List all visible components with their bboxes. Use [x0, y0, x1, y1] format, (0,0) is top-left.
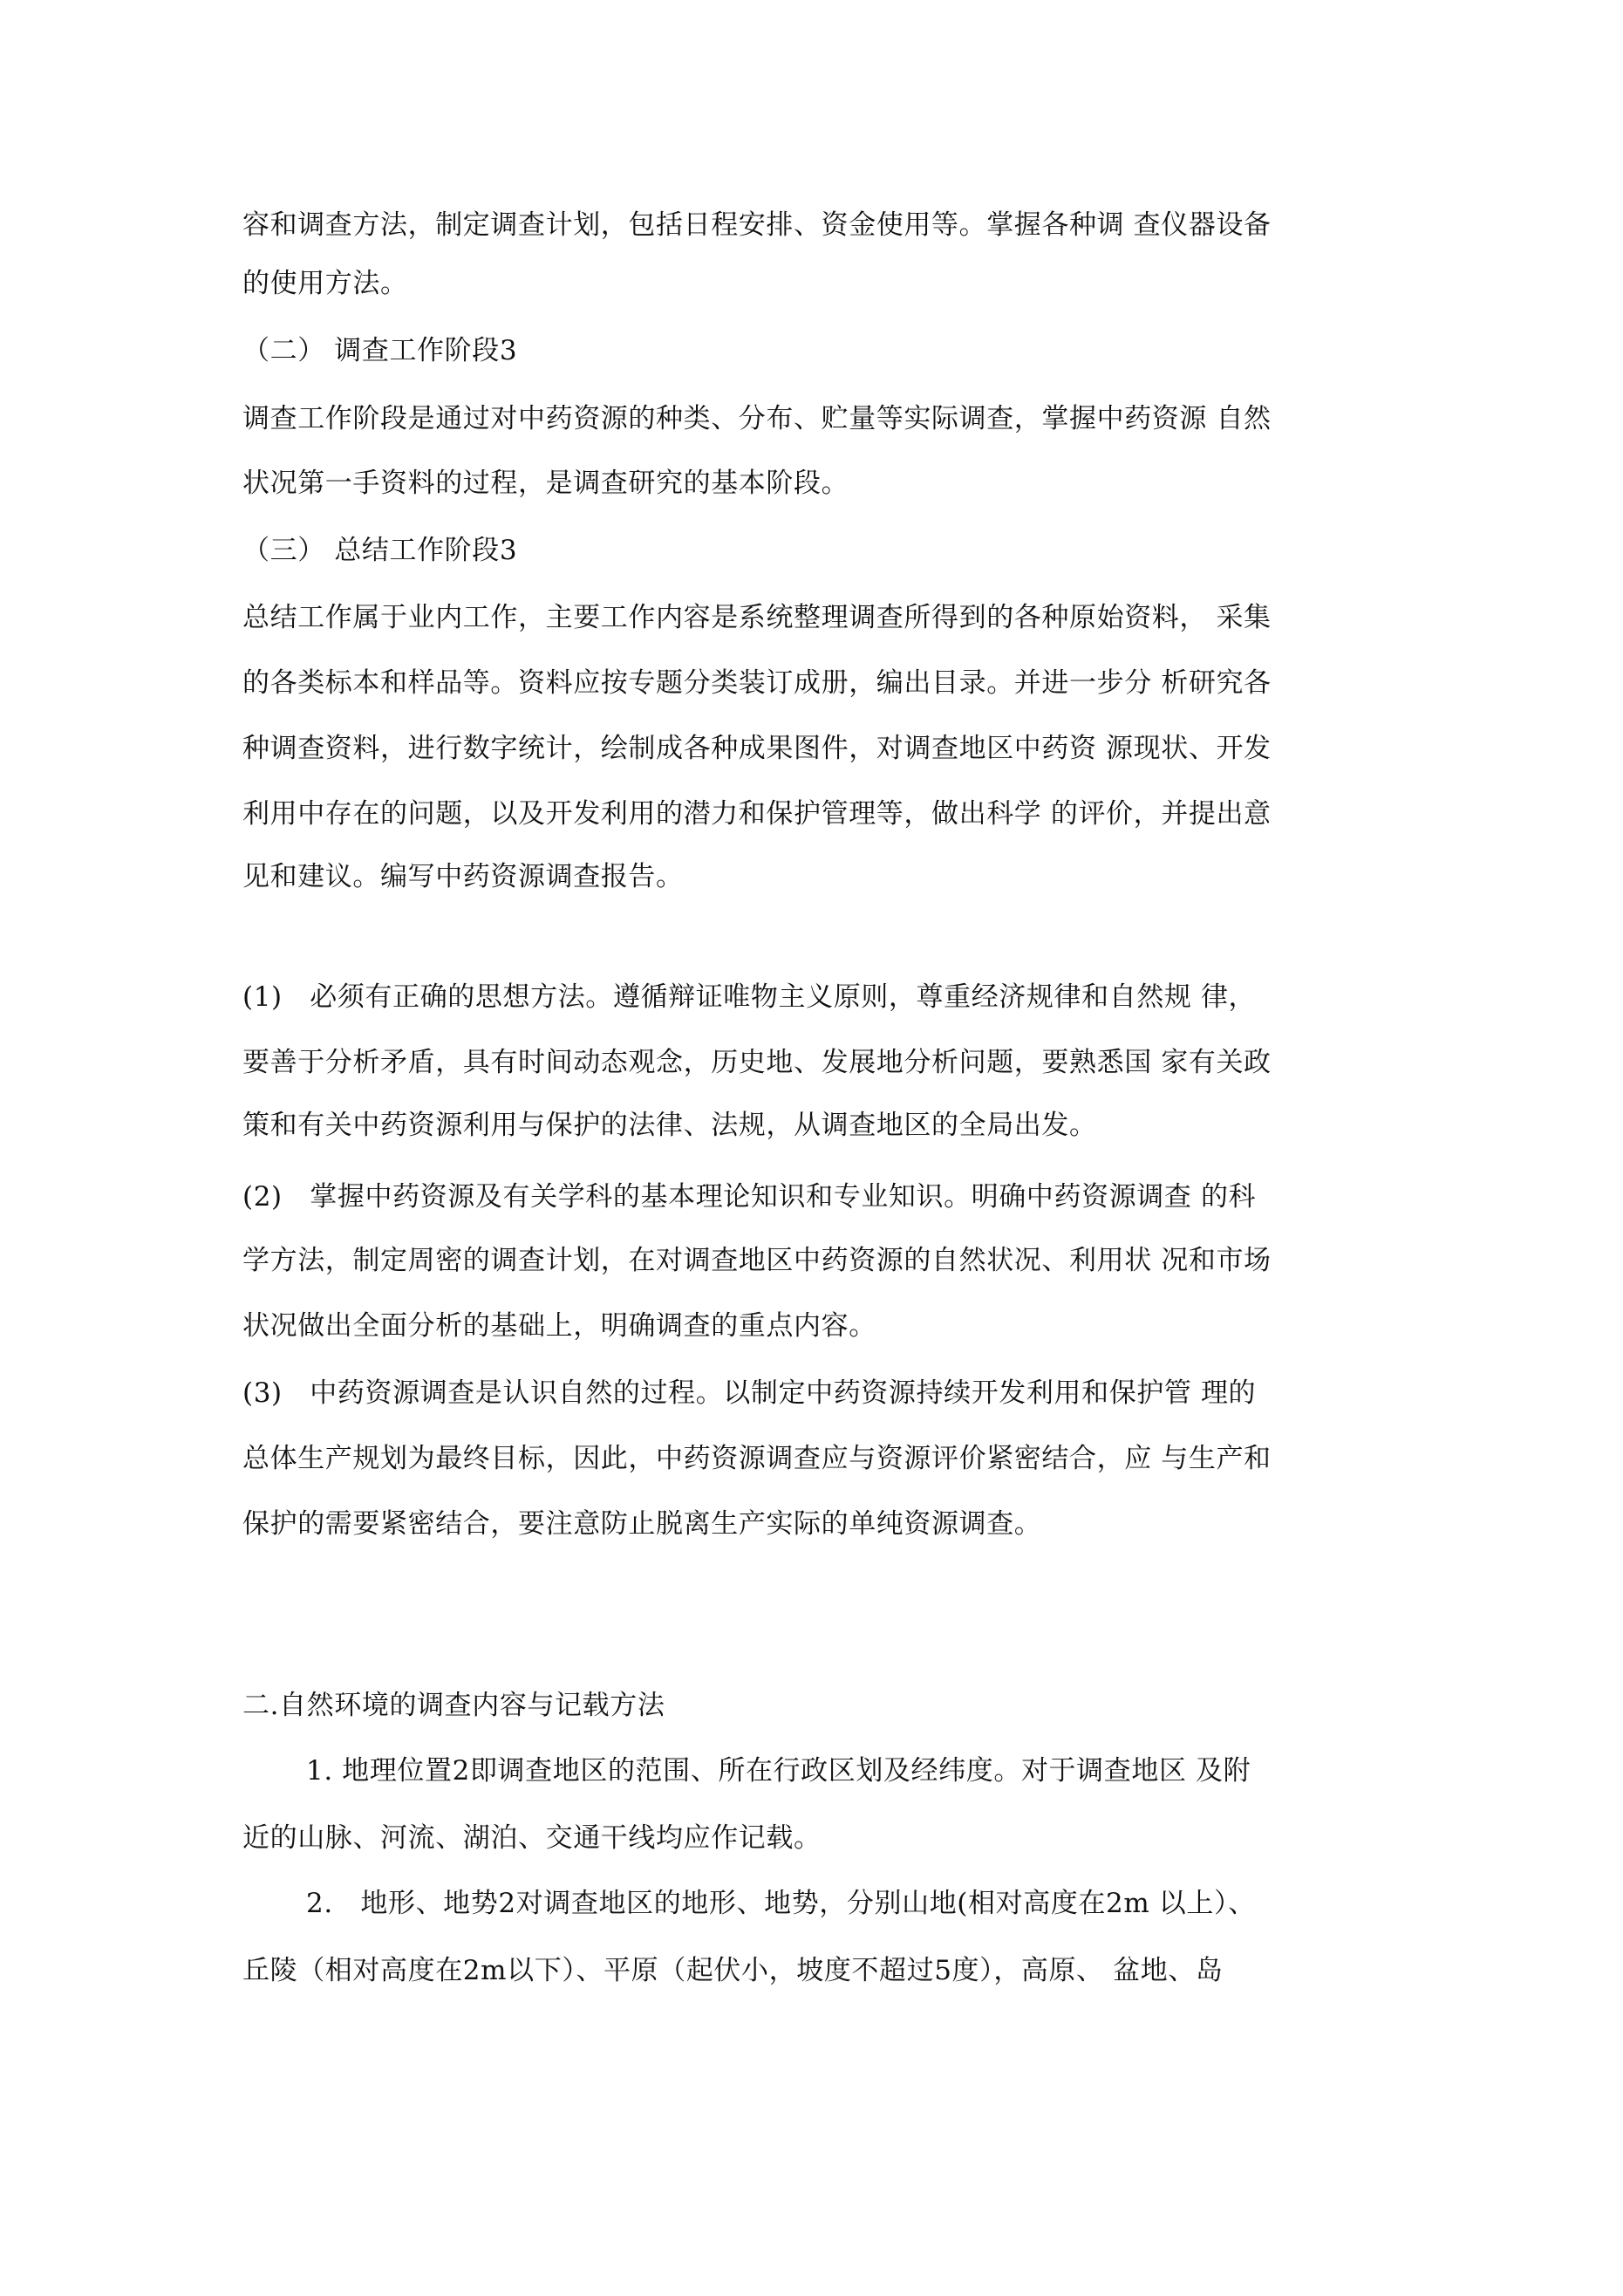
text-line: 保护的需要紧密结合，要注意防止脱离生产实际的单纯资源调查。	[242, 1508, 1042, 1540]
text-line: 利用中存在的问题，以及开发利用的潜力和保护管理等，做出科学 的评价，并提出意	[242, 798, 1272, 830]
text-line: 的各类标本和样品等。资料应按专题分类装订成册，编出目录。并进一步分 析研究各	[242, 667, 1272, 699]
text-line: 总结工作属于业内工作，主要工作内容是系统整理调查所得到的各种原始资料， 采集	[242, 602, 1272, 633]
text-line: 总体生产规划为最终目标，因此，中药资源调查应与资源评价紧密结合，应 与生产和	[242, 1443, 1272, 1474]
text-line: 调查工作阶段是通过对中药资源的种类、分布、贮量等实际调查，掌握中药资源 自然	[242, 403, 1272, 434]
text-line: 学方法，制定周密的调查计划，在对调查地区中药资源的自然状况、利用状 况和市场	[242, 1245, 1272, 1276]
section-heading: （二） 调查工作阶段3	[242, 335, 518, 366]
text-line: 种调查资料，进行数字统计，绘制成各种成果图件，对调查地区中药资 源现状、开发	[242, 733, 1272, 764]
text-line: 见和建议。编写中药资源调查报告。	[242, 861, 684, 892]
text-line: 丘陵（相对高度在2m以下）、平原（起伏小，坡度不超过5度），高原、 盆地、岛	[242, 1955, 1224, 1986]
text-line: 容和调查方法，制定调查计划，包括日程安排、资金使用等。掌握各种调 查仪器设备	[242, 209, 1272, 241]
list-item-line: (3) 中药资源调查是认识自然的过程。以制定中药资源持续开发利用和保护管 理的	[242, 1377, 1257, 1409]
list-item-line: 2. 地形、地势2对调查地区的地形、地势，分别山地(相对高度在2m 以上）、	[306, 1888, 1256, 1919]
text-line: 状况做出全面分析的基础上，明确调查的重点内容。	[242, 1310, 876, 1342]
text-line: 的使用方法。	[242, 268, 408, 299]
section-heading: 二.自然环境的调查内容与记载方法	[242, 1690, 665, 1721]
list-item-line: (1) 必须有正确的思想方法。遵循辩证唯物主义原则，尊重经济规律和自然规 律，	[242, 981, 1257, 1013]
text-line: 近的山脉、河流、湖泊、交通干线均应作记载。	[242, 1822, 822, 1854]
list-item-line: (2) 掌握中药资源及有关学科的基本理论知识和专业知识。明确中药资源调查 的科	[242, 1181, 1257, 1213]
list-item-line: 1. 地理位置2即调查地区的范围、所在行政区划及经纬度。对于调查地区 及附	[306, 1755, 1251, 1787]
text-line: 策和有关中药资源利用与保护的法律、法规，从调查地区的全局出发。	[242, 1110, 1097, 1141]
text-line: 要善于分析矛盾，具有时间动态观念，历史地、发展地分析问题，要熟悉国 家有关政	[242, 1047, 1272, 1078]
section-heading: （三） 总结工作阶段3	[242, 535, 518, 566]
text-line: 状况第一手资料的过程，是调查研究的基本阶段。	[242, 468, 849, 499]
